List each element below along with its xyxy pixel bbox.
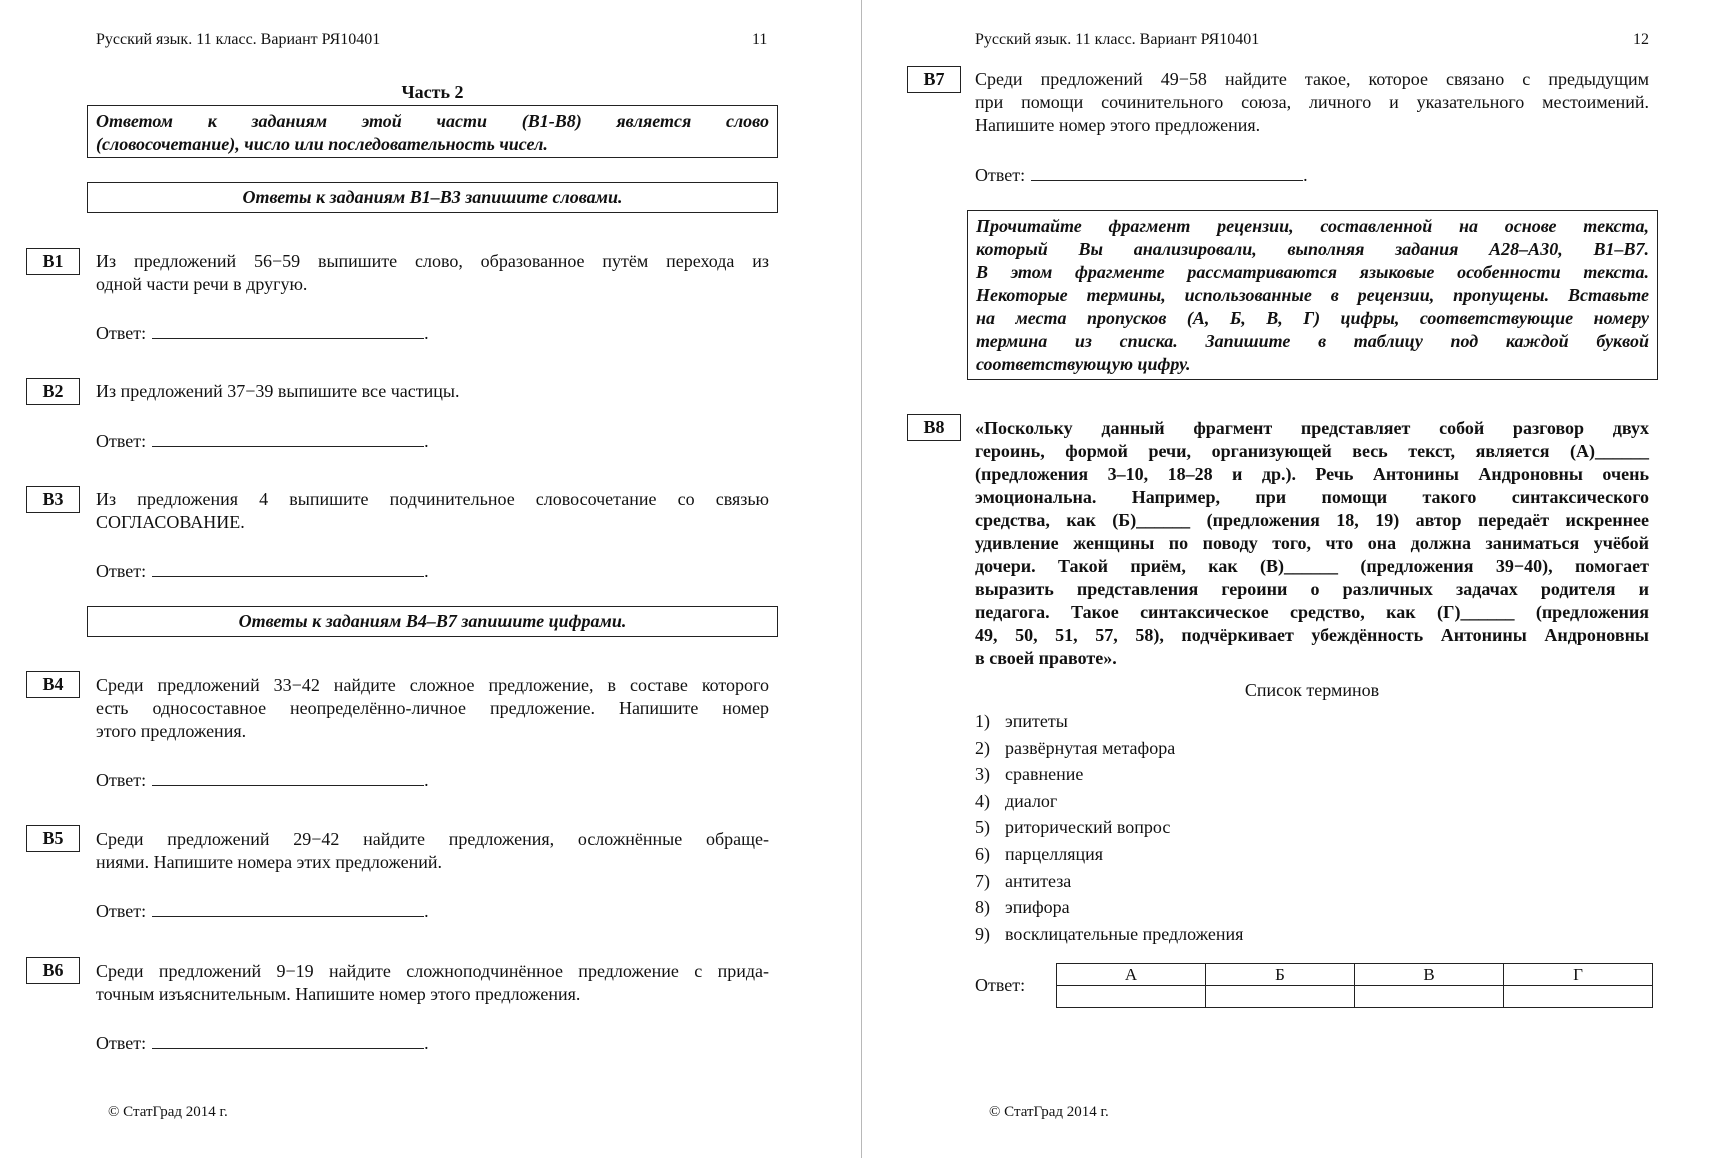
task-label-b4: B4 bbox=[26, 671, 80, 698]
column-v: В bbox=[1355, 964, 1504, 986]
text-line: удивление женщины по поводу того, что она должна заниматься учёбой bbox=[975, 533, 1649, 553]
text-line: Среди предложений 9−19 найдите сложноподчинённое предложение с прида- bbox=[96, 961, 769, 981]
term-number: 4) bbox=[975, 790, 990, 811]
term-text: эпитеты bbox=[1005, 711, 1068, 731]
text-line: в своей правоте». bbox=[975, 648, 1117, 668]
answer-blank[interactable] bbox=[152, 769, 424, 786]
task-b5-text bbox=[96, 828, 769, 874]
task-label-b3: B3 bbox=[26, 486, 80, 513]
text-line: средства, как (Б)______ (предложения 18, 19) автор передаёт искреннее bbox=[975, 510, 1649, 530]
intro-box bbox=[87, 105, 778, 158]
term-text: сравнение bbox=[1005, 764, 1084, 785]
term-item bbox=[975, 709, 1243, 736]
answer-field-b3[interactable] bbox=[96, 560, 429, 582]
term-text: эпифора bbox=[1005, 897, 1070, 918]
task-label-b6: B6 bbox=[26, 957, 80, 984]
text-line: Ответом к заданиям этой части (В1-В8) является слово bbox=[96, 111, 769, 131]
text-line: героинь, формой речи, организующей весь текст, является (А)______ bbox=[975, 441, 1649, 461]
term-number: 8) bbox=[975, 897, 990, 918]
task-b8-text bbox=[975, 417, 1649, 670]
footer-copyright: © СтатГрад 2014 г. bbox=[989, 1104, 1109, 1120]
text-line: дочери. Такой приём, как (В)______ (предложения 39−40), помогает bbox=[975, 556, 1649, 576]
answer-blank[interactable] bbox=[152, 1032, 424, 1049]
answer-blank[interactable] bbox=[152, 430, 424, 447]
term-text: парцелляция bbox=[1005, 843, 1104, 864]
page-number: 12 bbox=[1633, 31, 1649, 48]
column-a: А bbox=[1057, 964, 1206, 986]
text-line: (предложения 3–10, 18–28 и др.). Речь Антонины Андроновны очень bbox=[975, 464, 1649, 484]
text-line: этого предложения. bbox=[96, 721, 247, 741]
page-header: Русский язык. 11 класс. Вариант РЯ10401 bbox=[975, 31, 1260, 48]
term-item bbox=[975, 736, 1243, 763]
term-text: антитеза bbox=[1005, 870, 1072, 891]
answer-end: . bbox=[424, 323, 429, 343]
text-line: соответствующую цифру. bbox=[976, 354, 1191, 374]
term-item bbox=[975, 869, 1243, 896]
term-number: 2) bbox=[975, 737, 990, 758]
answer-label: Ответ: bbox=[96, 431, 147, 451]
text-line: Некоторые термины, использованные в рецензии, пропущены. Вставьте bbox=[976, 285, 1649, 305]
text-line: Напишите номер этого предложения. bbox=[975, 115, 1261, 135]
task-b2-text bbox=[96, 380, 769, 403]
task-label-b1: B1 bbox=[26, 248, 80, 275]
answer-cell-g[interactable] bbox=[1504, 986, 1653, 1008]
answer-field-b2[interactable] bbox=[96, 430, 429, 452]
task-b4-text bbox=[96, 674, 769, 743]
answer-cell-b[interactable] bbox=[1206, 986, 1355, 1008]
term-item bbox=[975, 815, 1243, 842]
task-label-b8: B8 bbox=[907, 414, 961, 441]
answer-cell-v[interactable] bbox=[1355, 986, 1504, 1008]
part-title: Часть 2 bbox=[401, 82, 464, 102]
text-line: «Поскольку данный фрагмент представляет собой разговор двух bbox=[975, 418, 1649, 438]
text-line: 49, 50, 51, 57, 58), подчёркивает убеждённость Антонины Андроновны bbox=[975, 625, 1649, 645]
term-item bbox=[975, 922, 1243, 949]
term-number: 7) bbox=[975, 870, 990, 891]
text-line: Прочитайте фрагмент рецензии, составленной на основе текста, bbox=[976, 216, 1649, 236]
answer-table-label: Ответ: bbox=[975, 975, 1026, 995]
answer-end: . bbox=[1303, 165, 1308, 185]
term-number: 3) bbox=[975, 764, 990, 785]
text-line: Среди предложений 49−58 найдите такое, которое связано с предыдущим bbox=[975, 69, 1649, 89]
term-item bbox=[975, 895, 1243, 922]
answer-end: . bbox=[424, 1033, 429, 1053]
text-line: педагога. Такое синтаксическое средство, как (Г)______ (предложения bbox=[975, 602, 1649, 622]
answer-blank[interactable] bbox=[152, 322, 424, 339]
text-line: Из предложений 37−39 выпишите все частицы. bbox=[96, 381, 460, 401]
text-line: Из предложений 56−59 выпишите слово, образованное путём перехода из bbox=[96, 251, 769, 271]
section-note-b4-b7: Ответы к заданиям В4–В7 запишите цифрами. bbox=[87, 606, 778, 637]
answer-field-b4[interactable] bbox=[96, 769, 429, 791]
text-line: В этом фрагменте рассматриваются языковые особенности текста. bbox=[976, 262, 1649, 282]
page-number: 11 bbox=[752, 31, 768, 48]
column-b: Б bbox=[1206, 964, 1355, 986]
term-number: 5) bbox=[975, 817, 990, 838]
term-text: развёрнутая метафора bbox=[1005, 737, 1176, 758]
text-line: точным изъяснительным. Напишите номер этого предложения. bbox=[96, 984, 581, 1004]
text-line: при помощи сочинительного союза, личного и указательного местоимений. bbox=[975, 92, 1649, 112]
term-item bbox=[975, 842, 1243, 869]
intro-text bbox=[96, 110, 769, 156]
term-text: риторический вопрос bbox=[1005, 817, 1171, 838]
page-header: Русский язык. 11 класс. Вариант РЯ10401 bbox=[96, 31, 381, 48]
answer-label: Ответ: bbox=[96, 323, 147, 343]
section-note-b1-b3: Ответы к заданиям В1–В3 запишите словами. bbox=[87, 182, 778, 213]
text-line: Среди предложений 33−42 найдите сложное предложение, в составе которого bbox=[96, 675, 769, 695]
answer-field-b7[interactable] bbox=[975, 164, 1308, 186]
task-label-b2: B2 bbox=[26, 378, 80, 405]
text-line: Среди предложений 29−42 найдите предложения, осложнённые обраще- bbox=[96, 829, 769, 849]
answer-table bbox=[1056, 963, 1653, 1008]
text-line: эмоциональна. Например, при помощи такого синтаксического bbox=[975, 487, 1649, 507]
term-text: восклицательные предложения bbox=[1005, 923, 1244, 944]
text-line: (словосочетание), число или последовательность чисел. bbox=[96, 134, 548, 154]
answer-end: . bbox=[424, 561, 429, 581]
term-number: 9) bbox=[975, 923, 990, 944]
answer-end: . bbox=[424, 901, 429, 921]
task-b1-text bbox=[96, 250, 769, 296]
task-label-b5: B5 bbox=[26, 825, 80, 852]
term-text: диалог bbox=[1005, 790, 1058, 811]
terms-title: Список терминов bbox=[1244, 680, 1380, 700]
answer-blank[interactable] bbox=[152, 900, 424, 917]
answer-table-header bbox=[1057, 964, 1653, 986]
text-line: на места пропусков (А, Б, В, Г) цифры, соответствующие номеру bbox=[976, 308, 1649, 328]
answer-blank[interactable] bbox=[152, 560, 424, 577]
term-item bbox=[975, 789, 1243, 816]
text-line: Из предложения 4 выпишите подчинительное словосочетание со связью bbox=[96, 489, 769, 509]
answer-field-b5[interactable] bbox=[96, 900, 429, 922]
instruction-box bbox=[967, 210, 1658, 380]
text-line: есть односоставное неопределённо-личное предложение. Напишите номер bbox=[96, 698, 769, 718]
page-divider bbox=[861, 0, 862, 1158]
answer-label: Ответ: bbox=[96, 1033, 147, 1053]
column-g: Г bbox=[1504, 964, 1653, 986]
instruction-text bbox=[976, 215, 1649, 376]
terms-list bbox=[975, 709, 1243, 948]
text-line: который Вы анализировали, выполняя задания А28–А30, В1–В7. bbox=[976, 239, 1649, 259]
answer-label: Ответ: bbox=[96, 770, 147, 790]
text-line: выразить представления героини о различных задачах родителя и bbox=[975, 579, 1649, 599]
answer-field-b1[interactable] bbox=[96, 322, 429, 344]
answer-label: Ответ: bbox=[975, 165, 1026, 185]
text-line: ниями. Напишите номера этих предложений. bbox=[96, 852, 442, 872]
term-number: 1) bbox=[975, 711, 990, 731]
task-b7-text bbox=[975, 68, 1649, 137]
term-number: 6) bbox=[975, 843, 990, 864]
answer-label: Ответ: bbox=[96, 901, 147, 921]
task-label-b7: B7 bbox=[907, 66, 961, 93]
footer-copyright: © СтатГрад 2014 г. bbox=[108, 1104, 228, 1120]
answer-field-b6[interactable] bbox=[96, 1032, 429, 1054]
text-line: СОГЛАСОВАНИЕ. bbox=[96, 512, 245, 532]
answer-cell-a[interactable] bbox=[1057, 986, 1206, 1008]
text-line: термина из списка. Запишите в таблицу под каждой буквой bbox=[976, 331, 1649, 351]
answer-table-values bbox=[1057, 986, 1653, 1008]
answer-end: . bbox=[424, 770, 429, 790]
task-b6-text bbox=[96, 960, 769, 1006]
answer-label: Ответ: bbox=[96, 561, 147, 581]
text-line: одной части речи в другую. bbox=[96, 274, 308, 294]
task-b3-text bbox=[96, 488, 769, 534]
answer-end: . bbox=[424, 431, 429, 451]
term-item bbox=[975, 762, 1243, 789]
answer-blank[interactable] bbox=[1031, 164, 1303, 181]
